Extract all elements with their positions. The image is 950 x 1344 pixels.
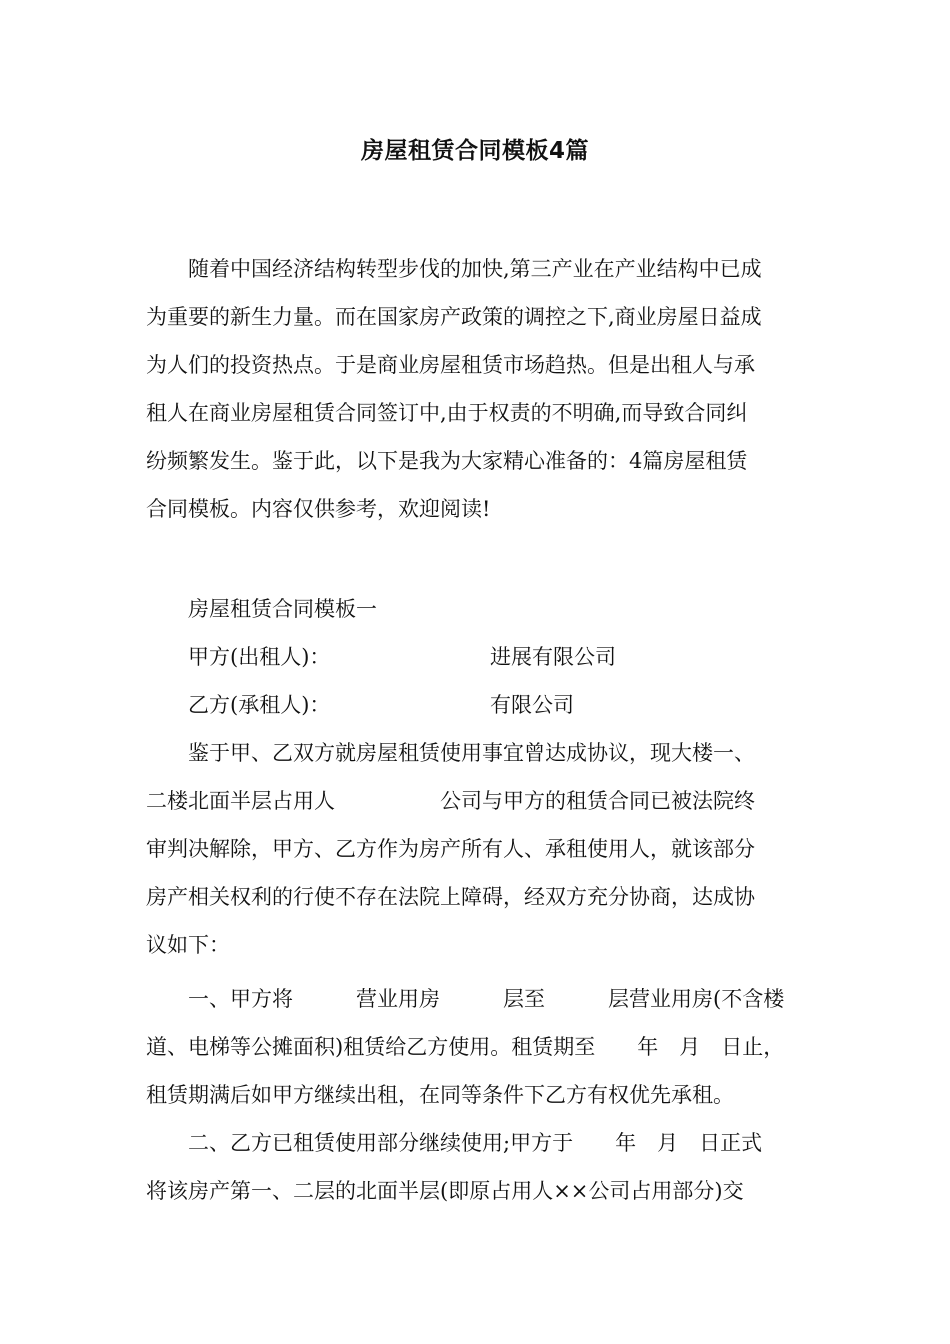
intro-line-2: 为重要的新生力量。而在国家房产政策的调控之下,商业房屋日益成 — [146, 305, 762, 329]
intro-line-1: 随着中国经济结构转型步伐的加快,第三产业在产业结构中已成 — [188, 257, 762, 281]
party-b-value: 有限公司 — [490, 693, 574, 717]
body-line-1: 鉴于甲、乙双方就房屋租赁使用事宜曾达成协议，现大楼一、 — [188, 741, 755, 765]
document-title: 房屋租赁合同模板4篇 — [360, 138, 589, 164]
section-heading: 房屋租赁合同模板一 — [188, 597, 377, 621]
intro-line-3: 为人们的投资热点。于是商业房屋租赁市场趋热。但是出租人与承 — [146, 353, 755, 377]
intro-line-5: 纷频繁发生。鉴于此，以下是我为大家精心准备的：4篇房屋租赁 — [146, 449, 748, 473]
clause-1-line-1: 一、甲方将 营业用房 层至 层营业用房(不含楼 — [188, 987, 785, 1011]
body-line-2: 二楼北面半层占用人 公司与甲方的租赁合同已被法院终 — [146, 789, 755, 813]
clause-2-line-1: 二、乙方已租赁使用部分继续使用;甲方于 年 月 日正式 — [188, 1131, 763, 1155]
clause-1-line-2: 道、电梯等公摊面积)租赁给乙方使用。租赁期至 年 月 日止， — [146, 1035, 785, 1059]
body-line-5: 议如下： — [146, 933, 230, 957]
intro-line-4: 租人在商业房屋租赁合同签订中,由于权责的不明确,而导致合同纠 — [146, 401, 748, 425]
clause-1-line-3: 租赁期满后如甲方继续出租，在同等条件下乙方有权优先承租。 — [146, 1083, 734, 1107]
party-a-label: 甲方(出租人)： — [188, 645, 331, 669]
body-line-3: 审判决解除，甲方、乙方作为房产所有人、承租使用人，就该部分 — [146, 837, 755, 861]
body-line-4: 房产相关权利的行使不存在法院上障碍，经双方充分协商，达成协 — [146, 885, 755, 909]
intro-line-6: 合同模板。内容仅供参考，欢迎阅读! — [146, 497, 491, 521]
clause-2-line-2: 将该房产第一、二层的北面半层(即原占用人××公司占用部分)交 — [146, 1179, 744, 1203]
party-b-label: 乙方(承租人)： — [188, 693, 331, 717]
party-a-value: 进展有限公司 — [490, 645, 616, 669]
